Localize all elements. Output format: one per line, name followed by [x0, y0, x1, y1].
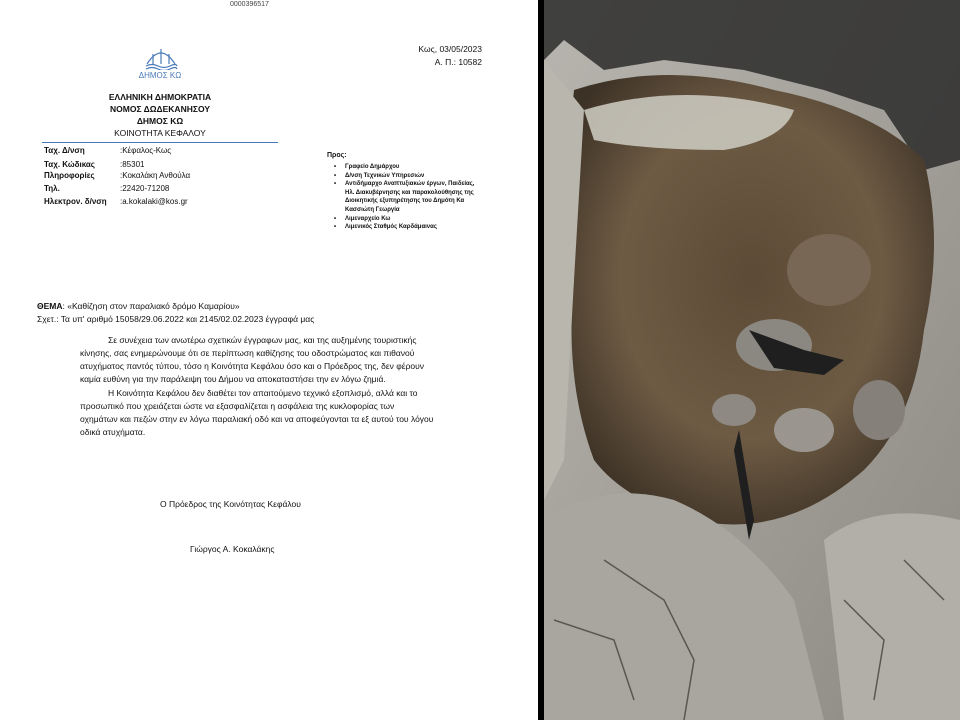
document-date: Κως, 03/05/2023	[418, 44, 482, 54]
info-value-address: :Κέφαλος-Κως	[120, 146, 172, 155]
paragraph-line: Σε συνέχεια των ανωτέρω σχετικών έγγραφων μας, και της αυξημένης τουριστικής	[108, 335, 417, 345]
boulder	[787, 234, 871, 306]
rock-fragment	[774, 408, 834, 452]
rock-fragment	[712, 394, 756, 426]
info-value-contact: :Κοκαλάκη Ανθούλα	[120, 171, 191, 180]
recipient-item: • Λιμεναρχείο Κω	[334, 215, 484, 224]
logo-caption: ΔΗΜΟΣ ΚΩ	[138, 71, 182, 80]
header-prefecture: ΝΟΜΟΣ ΔΩΔΕΚΑΝΗΣΟΥ	[110, 104, 210, 114]
info-value-postcode: :85301	[120, 160, 145, 169]
paragraph-line: Η Κοινότητα Κεφάλου δεν διαθέτει τον απαιτούμενο τεχνικό εξοπλισμό, αλλά και το	[108, 388, 418, 398]
recipients-title: Προς:	[327, 152, 347, 159]
subject-text: : «Καθίζηση στον παραλιακό δρόμο Καμαρίου»	[62, 301, 240, 311]
sinkhole-illustration	[544, 0, 960, 720]
paragraph-2	[80, 387, 454, 439]
reference-line: Σχετ.: Τα υπ' αριθμό 15058/29.06.2022 και 2145/02.02.2023 έγγραφά μας	[37, 314, 315, 324]
info-label-address: Ταχ. Δ/νση	[44, 146, 85, 155]
paragraph-line: κίνησης, σας ενημερώνουμε ότι σε περίπτωση καθίζησης του οδοστρώματος και πιθανού	[80, 348, 415, 358]
recipient-item: • Λιμενικός Σταθμός Καρδάμαινας	[334, 223, 484, 232]
recipients-list	[334, 163, 484, 232]
municipality-logo-icon	[143, 40, 179, 70]
info-label-postcode: Ταχ. Κώδικας	[44, 160, 95, 169]
signature-name: Γιώργος Α. Κοκαλάκης	[190, 544, 275, 554]
reference-number: Α. Π.: 10582	[434, 57, 482, 67]
paragraph-line: προσωπικό που χρειάζεται ώστε να εξασφαλίζεται η ασφάλεια της κυκλοφορίας των	[80, 401, 395, 411]
info-value-email: :a.kokalaki@kos.gr	[120, 197, 188, 206]
protocol-number-top: 0000396517	[230, 1, 269, 8]
info-value-phone: :22420-71208	[120, 184, 170, 193]
signature-title: Ο Πρόεδρος της Κοινότητας Κεφάλου	[160, 499, 301, 509]
subject-label: ΘΕΜΑ	[37, 301, 63, 311]
paragraph-line: ατυχήματος παντός τύπου, τόσο η Κοινότητα Κεφάλου όσο και ο Πρόεδρος της, δεν φέρουν	[80, 361, 425, 371]
recipient-item: • Αντιδήμαρχο Αναπτυξιακών έργων, Παιδείας, Ηλ. Διακυβέρνησης και παρακολούθησης της Διοικητικής εξυπηρέτησης του Δημότη Κα Κασσιώτη Γεωργία	[334, 180, 484, 214]
road-sinkhole-photo	[544, 0, 960, 720]
paragraph-line: οδικά ατυχήματα.	[80, 427, 146, 437]
header-rule	[42, 142, 278, 143]
asphalt-slab-right	[824, 513, 960, 720]
recipient-item: • Δ/νση Τεχνικών Υπηρεσιών	[334, 172, 484, 181]
info-label-phone: Τηλ.	[44, 184, 60, 193]
header-community: ΚΟΙΝΟΤΗΤΑ ΚΕΦΑΛΟΥ	[114, 128, 206, 138]
info-label-email: Ηλεκτρον. δ/νση	[44, 197, 107, 206]
header-municipality: ΔΗΜΟΣ ΚΩ	[136, 116, 184, 126]
paragraph-line: οχημάτων και πεζών στην εν λόγω παραλιακή οδό και να αποφεύγονται τα εξ αυτού του λόγου	[80, 414, 434, 424]
rock-fragment	[853, 380, 905, 440]
paragraph-1	[80, 334, 454, 386]
subject-line	[37, 301, 240, 311]
header-republic: ΕΛΛΗΝΙΚΗ ΔΗΜΟΚΡΑΤΙΑ	[108, 92, 212, 102]
paragraph-line: καμία ευθύνη για την παράλειψη του Δήμου να αποκαταστήσει την εν λόγω ζημιά.	[80, 374, 386, 384]
recipient-item: • Γραφείο Δημάρχου	[334, 163, 484, 172]
info-label-contact: Πληροφορίες	[44, 171, 95, 180]
